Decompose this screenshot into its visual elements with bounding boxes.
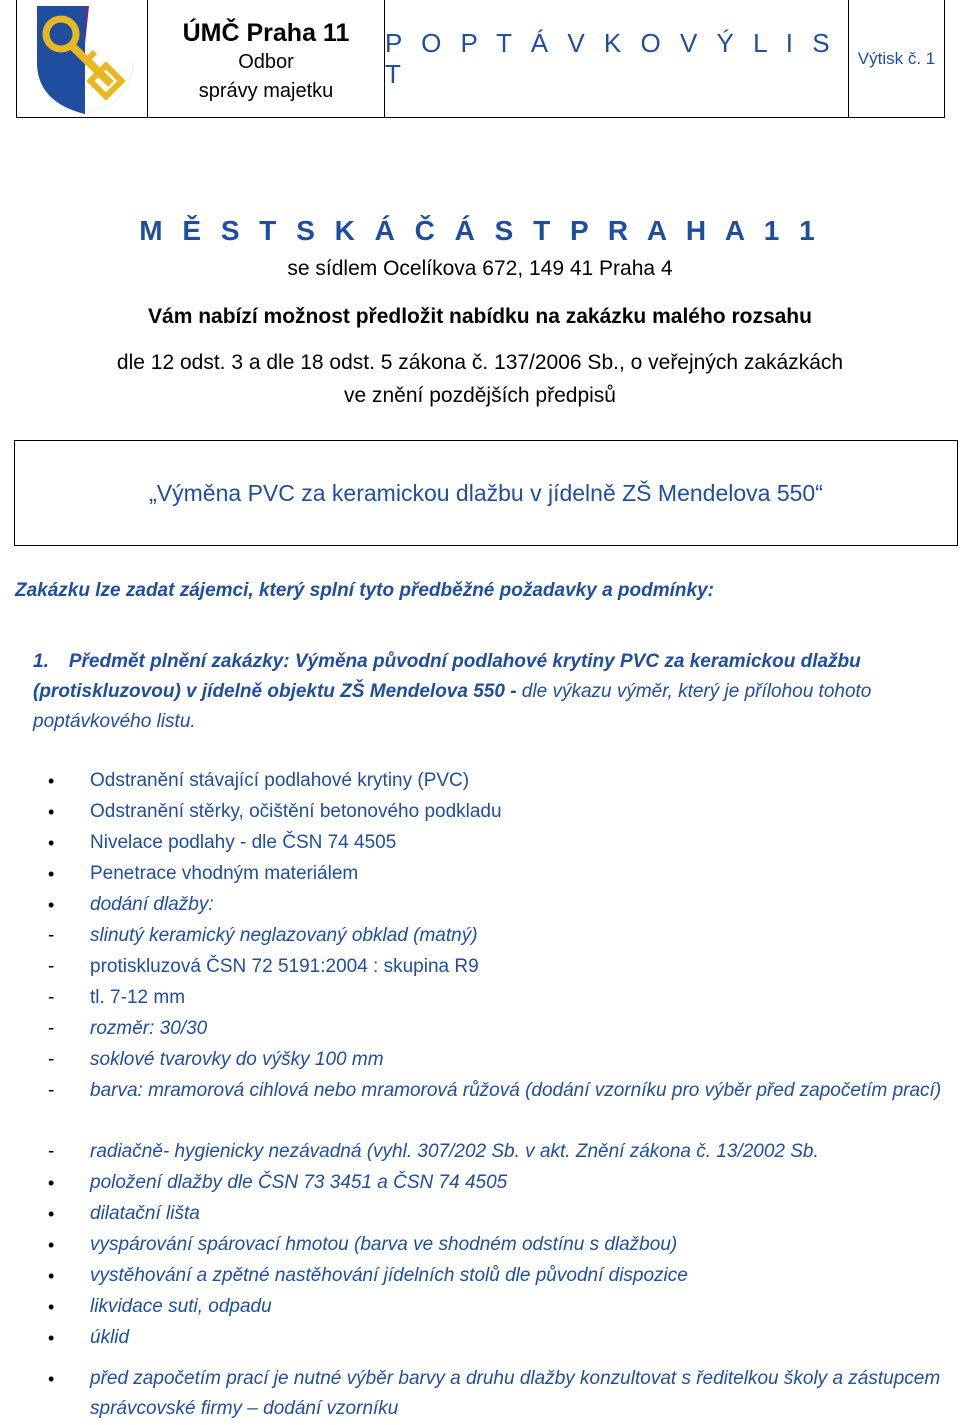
- list-item-text: úklid: [90, 1327, 130, 1348]
- bullet-icon: •: [48, 864, 55, 884]
- dash-icon: -: [48, 956, 55, 977]
- list-item: [48, 952, 943, 983]
- offer-statement: Vám nabízí možnost předložit nabídku na zakázku malého rozsahu: [148, 305, 812, 328]
- dash-icon: -: [48, 1049, 55, 1070]
- copy-number: Výtisk č. 1: [857, 48, 936, 68]
- logo-cell: [17, 0, 148, 117]
- list-item: [48, 1137, 943, 1168]
- list-item-text: rozměr: 30/30: [90, 1018, 208, 1039]
- department-cell: [148, 0, 385, 117]
- bullet-icon: •: [48, 1369, 55, 1389]
- list-item: [48, 859, 943, 890]
- list-item: [48, 797, 943, 828]
- bullet-icon: •: [48, 1173, 55, 1193]
- bullet-icon: •: [48, 1235, 55, 1255]
- list-item-text: dodání dlažby:: [90, 894, 214, 915]
- dash-icon: -: [48, 1018, 55, 1039]
- bullet-icon: •: [48, 833, 55, 853]
- list-item-text: dilatační lišta: [90, 1203, 200, 1224]
- law-reference-line1: dle 12 odst. 3 a dle 18 odst. 5 zákona č. 137/2006 Sb., o veřejných zakázkách: [116, 351, 844, 374]
- list-item-text: položení dlažby dle ČSN 73 3451 a ČSN 74 4505: [90, 1172, 508, 1193]
- list-item-text: soklové tvarovky do výšky 100 mm: [90, 1049, 384, 1070]
- list-item: [48, 1323, 943, 1354]
- list-item-text: před započetím prací je nutné výběr barvy a druhu dlažby konzultovat s ředitelkou školy a zástupcem správcovské firmy – dodání vzorníku: [90, 1368, 941, 1419]
- list-item: [48, 1076, 943, 1137]
- list-item: [48, 1014, 943, 1045]
- contract-title: „Výměna PVC za keramickou dlažbu v jídelně ZŠ Mendelova 550“: [149, 479, 823, 506]
- seat-address: se sídlem Ocelíkova 672, 149 41 Praha 4: [287, 257, 673, 280]
- list-item-text: Penetrace vhodným materiálem: [90, 863, 359, 884]
- dash-icon: -: [48, 1141, 55, 1162]
- copy-cell: [849, 0, 944, 117]
- list-item: [48, 1364, 943, 1425]
- dash-icon: -: [48, 1080, 55, 1101]
- subject-paragraph: [33, 647, 933, 737]
- list-item: [48, 1292, 943, 1323]
- list-item-text: Odstranění stěrky, očištění betonového podkladu: [90, 801, 502, 822]
- list-item-text: protiskluzová ČSN 72 5191:2004 : skupina R9: [90, 956, 479, 977]
- list-item: [48, 921, 943, 952]
- list-item-text: vyspárování spárovací hmotou (barva ve shodném odstínu s dlažbou): [90, 1234, 678, 1255]
- dash-icon: -: [48, 925, 55, 946]
- department-line2: Odbor: [238, 51, 294, 73]
- list-item-text: radiačně- hygienicky nezávadná (vyhl. 307/202 Sb. v akt. Znění zákona č. 13/2002 Sb.: [90, 1141, 819, 1162]
- list-item: [48, 1261, 943, 1292]
- list-item-text: slinutý keramický neglazovaný obklad (matný): [90, 925, 478, 946]
- bullet-icon: •: [48, 1266, 55, 1286]
- bullet-icon: •: [48, 771, 55, 791]
- law-reference-line2: ve znění pozdějších předpisů: [343, 384, 616, 407]
- bullet-icon: •: [48, 1297, 55, 1317]
- municipality-title: M Ě S T S K Á Č Á S T P R A H A 1 1: [139, 215, 821, 246]
- list-item: [48, 1045, 943, 1076]
- subject-number: 1.: [33, 651, 49, 672]
- list-item-text: Odstranění stávající podlahové krytiny (PVC): [90, 770, 470, 791]
- subject-bold-text: Předmět plnění zakázky: Výměna původní podlahové krytiny PVC za keramickou dlažbu (protiskluzovou) v jídelně objektu ZŠ Mendelova 550 -: [33, 651, 861, 702]
- bullet-icon: •: [48, 895, 55, 915]
- document-title-cell: [385, 0, 849, 117]
- list-item-text: barva: mramorová cihlová nebo mramorová růžová (dodání vzorníku pro výběr před započetím prací): [90, 1080, 942, 1101]
- coat-of-arms-icon: [29, 4, 141, 116]
- dash-icon: -: [48, 987, 55, 1008]
- work-items-list: [48, 766, 943, 1425]
- bullet-icon: •: [48, 1328, 55, 1348]
- header-table: [16, 0, 945, 118]
- list-item-text: likvidace suti, odpadu: [90, 1296, 272, 1317]
- list-item: [48, 1168, 943, 1199]
- list-item: [48, 766, 943, 797]
- list-item: [48, 1199, 943, 1230]
- bullet-icon: •: [48, 1204, 55, 1224]
- list-item: [48, 828, 943, 859]
- requirements-intro: Zakázku lze zadat zájemci, který splní tyto předběžné požadavky a podmínky:: [15, 580, 714, 601]
- document-title: P O P T Á V K O V Ý L I S T: [385, 27, 836, 89]
- list-item: [48, 890, 943, 921]
- contract-title-box: [14, 440, 958, 546]
- list-item-text: vystěhování a zpětné nastěhování jídelních stolů dle původní dispozice: [90, 1265, 688, 1286]
- department-line3: správy majetku: [198, 80, 334, 102]
- list-item-text: tl. 7-12 mm: [90, 987, 186, 1008]
- subject-rest-text: dle výkazu výměr, který je přílohou tohoto poptávkového listu.: [33, 681, 872, 732]
- bullet-icon: •: [48, 802, 55, 822]
- list-item-text: Nivelace podlahy - dle ČSN 74 4505: [90, 832, 397, 853]
- department-line1: ÚMČ Praha 11: [182, 19, 350, 47]
- list-item: [48, 983, 943, 1014]
- list-item: [48, 1230, 943, 1261]
